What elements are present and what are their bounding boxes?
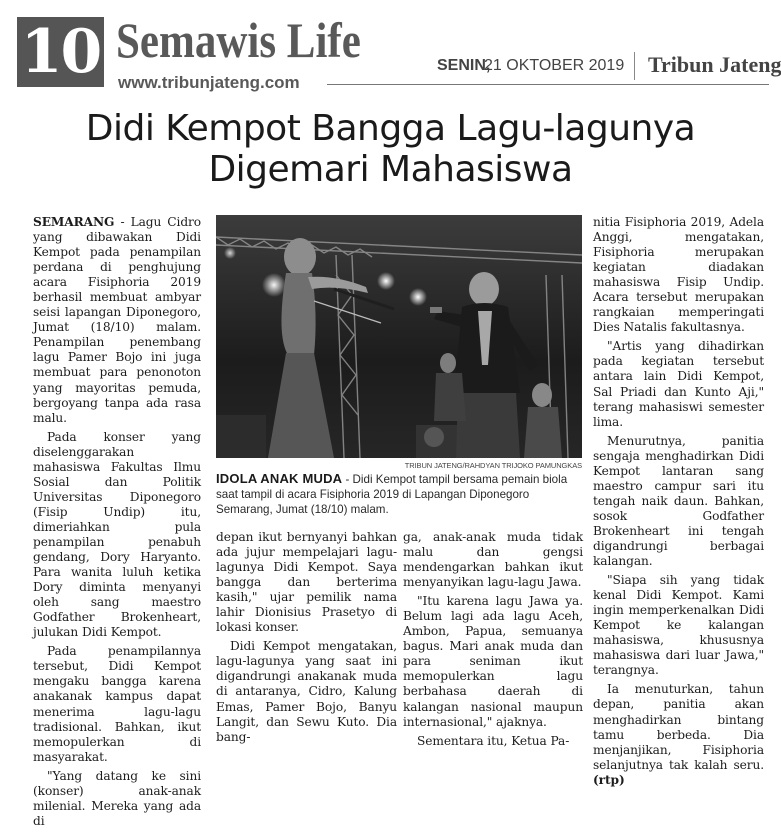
section-rubric: Semawis Life <box>116 12 361 68</box>
site-url: www.tribunjateng.com <box>118 73 300 92</box>
article-paragraph: nitia Fisiphoria 2019, Adela Anggi, mengatakan, Fisiphoria merupakan kegiatan diadakan mahasiswa Fisip Undip. Acara tersebut merupakan rangkaian memperingati Dies Natalis fakultasnya. <box>593 215 764 335</box>
article-paragraph: ga, anak-anak muda tidak malu dan gengsi mendengarkan bahkan ikut menyanyikan lagu-lagu Jawa. <box>403 530 583 590</box>
issue-day: SENIN, <box>437 57 491 74</box>
article-paragraph: "Siapa sih yang tidak kenal Didi Kempot. Kami ingin memperkenalkan Didi Kempot ke kalangan mahasiswa, khususnya mahasiswa dari luar Jawa," terangnya. <box>593 573 764 678</box>
article-paragraph: SEMARANG - Lagu Cidro yang dibawakan Didi Kempot pada penampilan perdana di penghujung acara Fisiphoria 2019 berhasil membuat ambyar seisi lapangan Diponegoro, Jumat (18/10) malam. Penampilan penembang lagu Pamer Bojo ini juga membuat para penonoton yang mayoritas pemuda, bergoyang tanpa ada rasa malu. <box>33 215 201 425</box>
masthead-rule <box>327 84 769 85</box>
article-paragraph: Pada penampilannya tersebut, Didi Kempot mengaku bangga karena anakanak kampus dapat menerima lagu-lagu tradisional. Bahkan, ikut memopulerkan di masyarakat. <box>33 644 201 764</box>
article-paragraph: Pada konser yang diselenggarakan mahasiswa Fakultas Ilmu Sosial dan Politik Universitas Diponegoro (Fisip Undip) itu, dimeriahkan pula penampilan penabuh gendang, Dory Haryanto. Para wanita luluh ketika Dory diminta menyanyi oleh sang maestro Godfather Brokenheart, julukan Didi Kempot. <box>33 429 201 640</box>
article-paragraph: Menurutnya, panitia sengaja menghadirkan Didi Kempot lantaran sang maestro campur sari itu tengah naik daun. Bahkan, sosok Godfather Brokenheart ini tengah digandrungi berbagai kalangan. <box>593 433 764 569</box>
photo-credit: TRIBUN JATENG/RAHDYAN TRIJOKO PAMUNGKAS <box>404 461 582 470</box>
article-headline: Didi Kempot Bangga Lagu-lagunya Digemari Mahasiswa <box>85 108 696 190</box>
article-column-3 <box>403 530 583 753</box>
article-column-2 <box>216 530 397 749</box>
issue-date: 21 OKTOBER 2019 <box>484 57 625 74</box>
dateline: SEMARANG <box>33 215 115 229</box>
newspaper-logo: Tribun Jateng <box>648 52 781 77</box>
article-paragraph: Didi Kempot mengatakan, lagu-lagunya yang saat ini digandrungi anakanak muda di antaranya, Cidro, Kalung Emas, Pamer Bojo, Banyu Langit, dan Sewu Kuto. Dia bang- <box>216 639 397 744</box>
article-paragraph: Ia menuturkan, tahun depan, panitia akan menghadirkan bintang tamu berbeda. Dia menjanjikan, Fisiphoria selanjutnya tak kalah seru. (rtp) <box>593 682 764 787</box>
page-number-badge: 10 <box>17 17 104 87</box>
article-paragraph: "Yang datang ke sini (konser) anak-anak milenial. Mereka yang ada di <box>33 768 201 828</box>
caption-head: IDOLA ANAK MUDA <box>216 471 343 486</box>
author-signature: (rtp) <box>593 772 625 787</box>
photo-caption <box>216 471 584 517</box>
article-paragraph: Sementara itu, Ketua Pa- <box>417 733 570 748</box>
concert-photo <box>216 215 582 458</box>
article-paragraph: depan ikut bernyanyi bahkan ada jujur mempelajari lagu-lagunya Didi Kempot. Saya bangga dan berterima kasih," ujar pemilik nama lahir Dionisius Prasetyo di lokasi konser. <box>216 530 397 635</box>
article-column-1 <box>33 215 201 833</box>
caption-text: - Didi Kempot tampil bersama pemain biola saat tampil di acara Fisiphoria 2019 di Lapangan Diponegoro Semarang, Jumat (18/10) malam. <box>216 473 568 516</box>
article-paragraph: "Artis yang dihadirkan pada kegiatan tersebut antara lain Didi Kempot, Sal Priadi dan Kunto Aji," terang mahasiswi semester lima. <box>593 339 764 429</box>
masthead-divider <box>634 52 635 80</box>
article-column-4 <box>593 215 764 792</box>
article-paragraph: "Itu karena lagu Jawa ya. Belum lagi ada lagu Aceh, Ambon, Papua, semuanya bagus. Mari anak muda dan para seniman ikut memopulerkan lagu berbahasa daerah di kalangan nasional maupun internasional," ajaknya. <box>403 594 583 729</box>
